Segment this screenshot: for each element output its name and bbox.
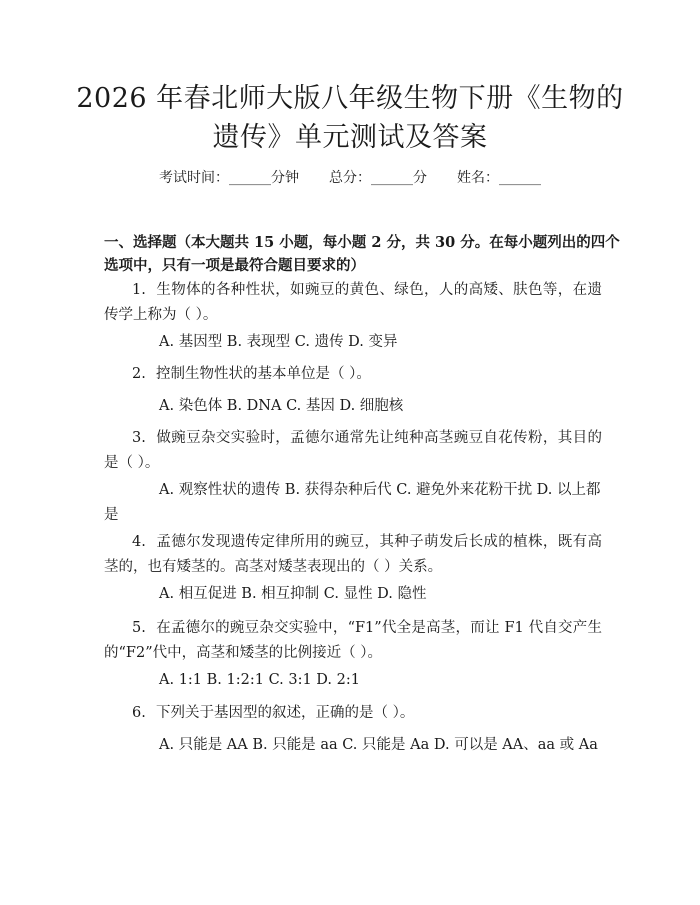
question-number: 1.	[132, 282, 146, 298]
question-5-options: A. 1:1 B. 1:2:1 C. 3:1 D. 2:1	[159, 672, 360, 688]
question-2	[104, 362, 602, 387]
question-3	[104, 426, 602, 475]
question-text: 生物体的各种性状，如豌豆的黄色、绿色，人的高矮、肤色等，在遗传学上称为（ ）。	[104, 282, 602, 323]
page-title-line-1: 2026 年春北师大版八年级生物下册《生物的	[76, 83, 624, 114]
question-6-options: A. 只能是 AA B. 只能是 aa C. 只能是 Aa D. 可以是 AA、aa 或 Aa	[159, 737, 598, 753]
question-5	[104, 616, 602, 665]
page-title-line-2: 遗传》单元测试及答案	[212, 122, 488, 153]
time-blank: ______	[229, 170, 271, 186]
question-number: 6.	[132, 705, 146, 721]
question-number: 4.	[132, 534, 146, 550]
question-text: 下列关于基因型的叙述，正确的是（ ）。	[156, 705, 415, 721]
question-3-options: A. 观察性状的遗传 B. 获得杂种后代 C. 避免外来花粉干扰 D. 以上都是	[104, 482, 601, 523]
question-1-options: A. 基因型 B. 表现型 C. 遗传 D. 变异	[159, 334, 398, 350]
time-label: 考试时间：	[159, 170, 229, 186]
question-number: 2.	[132, 366, 146, 382]
question-6	[104, 701, 602, 726]
question-number: 5.	[132, 620, 146, 636]
question-text: 在孟德尔的豌豆杂交实验中，“F1”代全是高茎，而让 F1 代自交产生的“F2”代中，高茎和矮茎的比例接近（ ）。	[104, 620, 602, 661]
question-number: 3.	[132, 430, 146, 446]
name-blank: ______	[499, 170, 541, 186]
score-blank: ______	[371, 170, 413, 186]
question-text: 做豌豆杂交实验时，孟德尔通常先让纯种高茎豌豆自花传粉，其目的是（ ）。	[104, 430, 602, 471]
section-title: 一、选择题（本大题共 15 小题，每小题 2 分，共 30 分。在每小题列出的四个选项中，只有一项是最符合题目要求的）	[104, 234, 620, 274]
question-4-options: A. 相互促进 B. 相互抑制 C. 显性 D. 隐性	[159, 586, 427, 602]
exam-meta	[0, 168, 700, 188]
time-unit: 分钟	[271, 170, 299, 186]
question-1	[104, 278, 602, 327]
question-text: 控制生物性状的基本单位是（ ）。	[156, 366, 371, 382]
question-4	[104, 530, 602, 579]
name-label: 姓名：	[457, 170, 499, 186]
question-2-options: A. 染色体 B. DNA C. 基因 D. 细胞核	[159, 398, 404, 414]
question-text: 孟德尔发现遗传定律所用的豌豆，其种子萌发后长成的植株，既有高茎的，也有矮茎的。高茎对矮茎表现出的（ ）关系。	[104, 534, 602, 575]
score-label: 总分：	[329, 170, 371, 186]
score-unit: 分	[413, 170, 427, 186]
